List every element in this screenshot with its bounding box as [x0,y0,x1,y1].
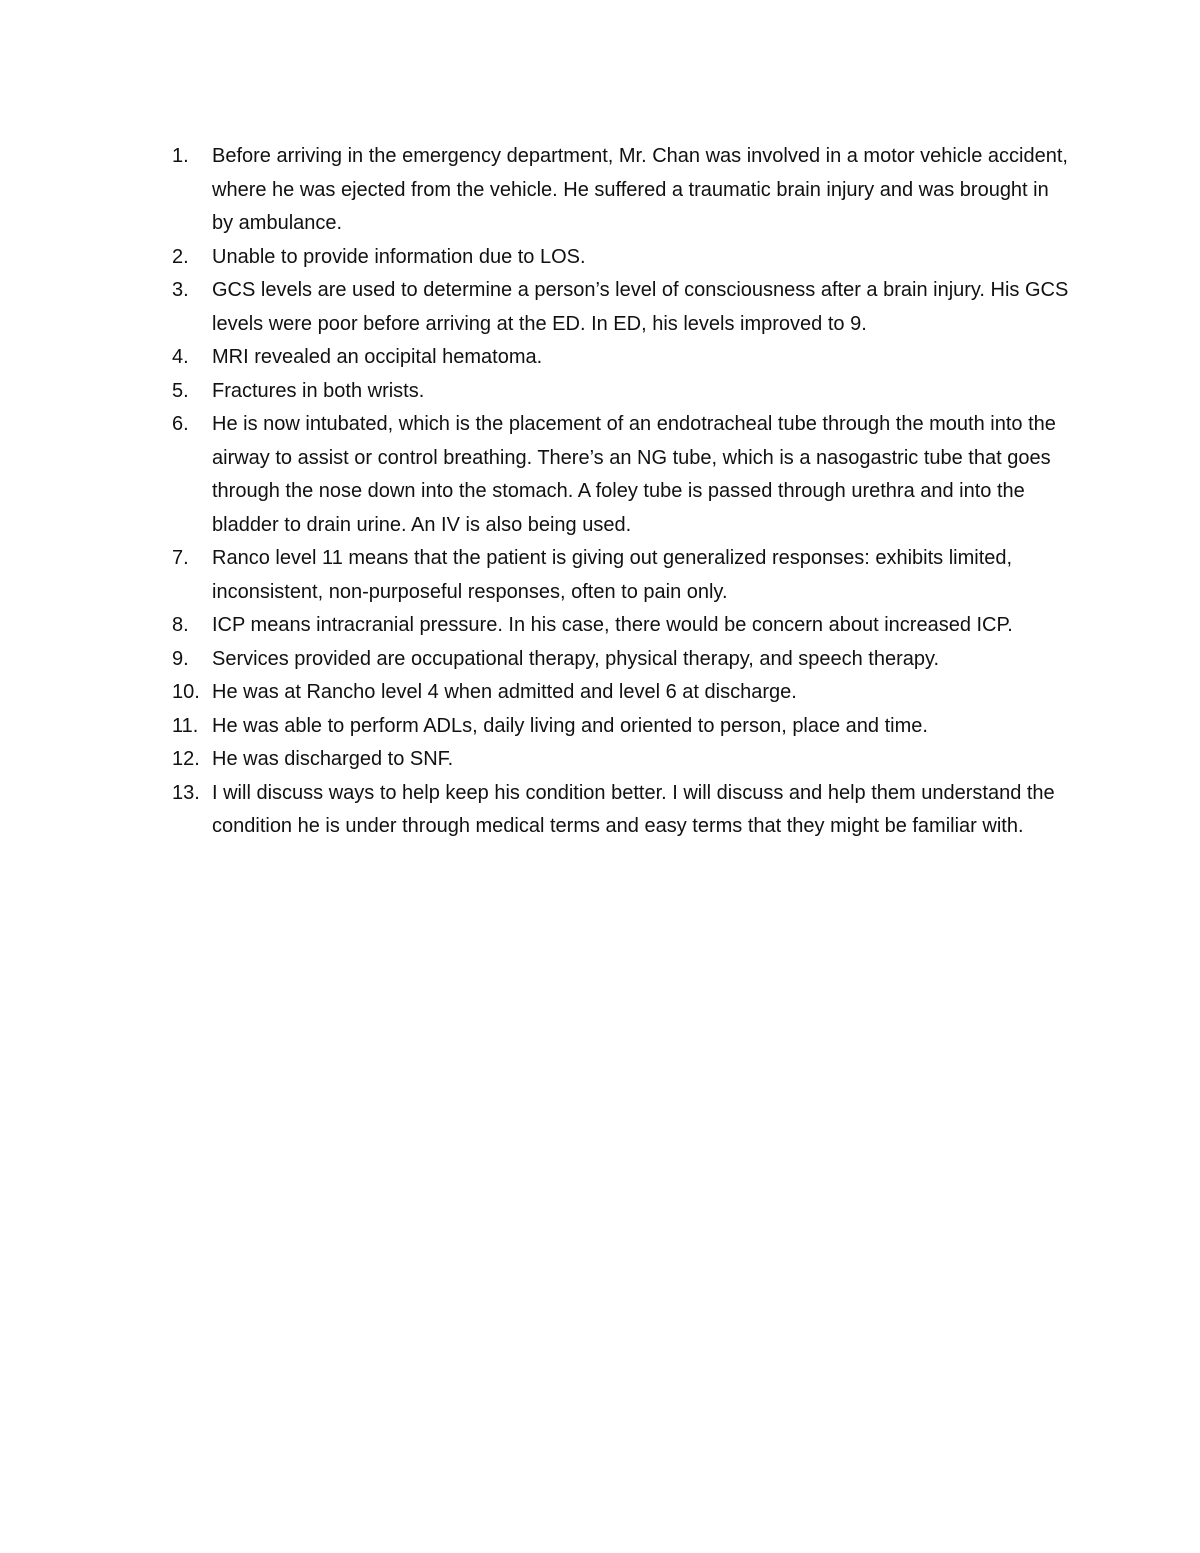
item-number: 9. [172,647,189,670]
item-number: 10. [172,681,200,703]
item-text: Ranco level 11 means that the patient is giving out generalized responses: exhibits limited, inconsistent, non-purposeful responses, often to pain only. [212,547,1013,603]
item-number: 4. [172,346,189,368]
list-item [172,274,1072,341]
list-item [172,375,1072,409]
item-number: 8. [172,614,189,636]
item-text: GCS levels are used to determine a person’s level of consciousness after a brain injury. His GCS levels were poor before arriving at the ED. In ED, his levels improved to 9. [212,279,1069,335]
item-number: 11. [172,714,199,737]
item-text: Unable to provide information due to LOS. [212,245,586,268]
list-item [172,609,1072,643]
item-text: He was able to perform ADLs, daily living and oriented to person, place and time. [212,714,928,737]
list-item [172,743,1072,777]
item-number: 1. [172,145,189,167]
item-number: 6. [172,413,189,435]
item-text: He is now intubated, which is the placement of an endotracheal tube through the mouth into the airway to assist or control breathing. There’s an NG tube, which is a nasogastric tube that goes through the nose down into the stomach. A foley tube is passed through urethra and into the bladder to drain urine. An IV is also being used. [212,413,1056,536]
list-item [172,241,1072,275]
item-text: I will discuss ways to help keep his condition better. I will discuss and help them understand the condition he is under through medical terms and easy terms that they might be familiar with. [212,781,1055,837]
list-item [172,710,1072,744]
item-number: 3. [172,279,189,301]
list-item [172,408,1072,542]
item-text: MRI revealed an occipital hematoma. [212,346,543,368]
list-item [172,676,1072,710]
item-number: 12. [172,748,200,770]
item-text: Services provided are occupational therapy, physical therapy, and speech therapy. [212,647,940,670]
numbered-list [172,140,1072,844]
item-text: ICP means intracranial pressure. In his case, there would be concern about increased ICP. [212,614,1013,636]
item-number: 5. [172,379,189,402]
list-item [172,542,1072,609]
item-number: 13. [172,781,200,804]
item-text: Fractures in both wrists. [212,379,425,402]
list-item [172,643,1072,677]
item-number: 2. [172,245,189,268]
list-item [172,341,1072,375]
item-number: 7. [172,547,189,569]
item-text: Before arriving in the emergency department, Mr. Chan was involved in a motor vehicle accident, where he was ejected from the vehicle. He suffered a traumatic brain injury and was brought in by ambulance. [212,145,1068,234]
list-item [172,777,1072,844]
item-text: He was discharged to SNF. [212,748,454,770]
list-item [172,140,1072,241]
item-text: He was at Rancho level 4 when admitted and level 6 at discharge. [212,681,797,703]
